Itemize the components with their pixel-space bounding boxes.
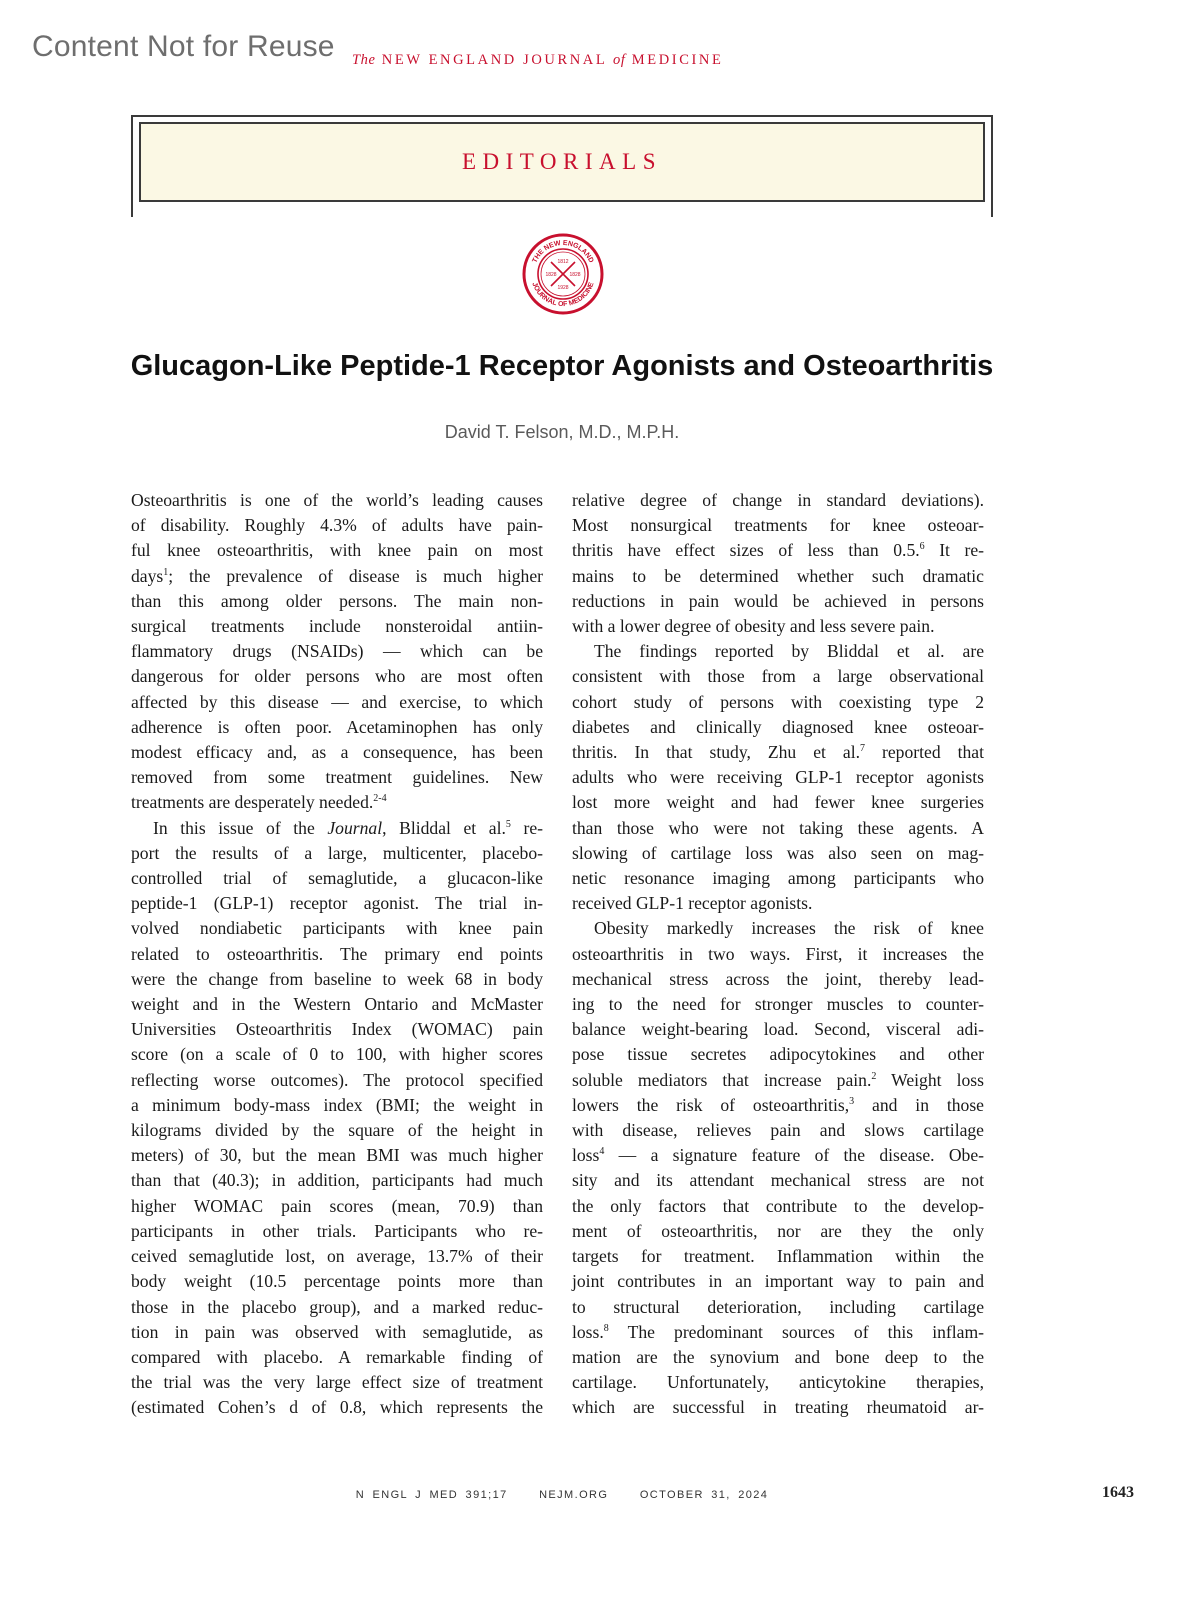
- journal-seal-icon: [522, 233, 604, 315]
- text-run: loss.: [572, 1321, 604, 1342]
- text-line: dangerous for older persons who are most often: [131, 666, 543, 687]
- text-run: treatments are desperately needed.: [131, 792, 374, 813]
- text-line: osteoarthritis in two ways. First, it increases the: [572, 943, 984, 964]
- text-line: tion in pain was observed with semaglutide, as: [131, 1321, 543, 1342]
- text-line: peptide-1 (GLP-1) receptor agonist. The trial in-: [131, 893, 543, 914]
- page-footer: [0, 1489, 1124, 1501]
- text-run: and in those: [854, 1094, 984, 1115]
- text-line: with disease, relieves pain and slows cartilage: [572, 1120, 984, 1141]
- text-line: mation are the synovium and bone deep to the: [572, 1346, 984, 1367]
- text-run: re-: [510, 817, 543, 838]
- reference-superscript: 4: [599, 1146, 605, 1158]
- text-line: [572, 1143, 984, 1168]
- text-line: modest efficacy and, as a consequence, has been: [131, 742, 543, 763]
- reference-superscript: 6: [919, 541, 925, 553]
- reference-superscript: 2: [871, 1070, 877, 1082]
- text-run: soluble mediators that increase pain.: [572, 1069, 872, 1090]
- text-line: adults who were receiving GLP-1 receptor agonists: [572, 767, 984, 788]
- text-line: those in the placebo group), and a marked reduc-: [131, 1296, 543, 1317]
- text-run: In this issue of the: [153, 817, 328, 838]
- text-line: Obesity markedly increases the risk of knee: [594, 918, 984, 939]
- text-line: removed from some treatment guidelines. New: [131, 767, 543, 788]
- watermark: Content Not for Reuse: [32, 30, 335, 63]
- footer-citation: N ENGL J MED 391;17: [355, 1489, 508, 1501]
- paragraph: [131, 816, 543, 1421]
- journal-header: [352, 52, 723, 69]
- paragraph: [572, 916, 984, 1420]
- seal-ring-top: THE NEW ENGLAND: [531, 239, 595, 265]
- text-line: kilograms divided by the square of the height in: [131, 1120, 543, 1141]
- text-line: flammatory drugs (NSAIDs) — which can be: [131, 641, 543, 662]
- reference-superscript: 3: [849, 1095, 855, 1107]
- text-line: received GLP-1 receptor agonists.: [572, 893, 813, 914]
- text-line: balance weight-bearing load. Second, visceral adi-: [572, 1019, 984, 1040]
- text-line: [572, 538, 984, 563]
- text-line: Universities Osteoarthritis Index (WOMAC) pain: [131, 1019, 543, 1040]
- paragraph: [131, 488, 543, 816]
- text-line: Most nonsurgical treatments for knee osteoar-: [572, 515, 984, 536]
- text-run: ; the prevalence of disease is much higher: [168, 565, 543, 586]
- text-run: loss: [572, 1145, 600, 1166]
- article-title: Glucagon-Like Peptide-1 Receptor Agonists and Osteoarthritis: [130, 350, 994, 382]
- text-line: relative degree of change in standard deviations).: [572, 490, 984, 510]
- reference-superscript: 1: [163, 566, 169, 578]
- text-run: reported that: [865, 742, 984, 763]
- text-line: surgical treatments include nonsteroidal antiin-: [131, 616, 543, 637]
- page-number: 1643: [1102, 1484, 1134, 1501]
- text-line: Osteoarthritis is one of the world’s leading causes: [131, 490, 543, 510]
- text-line: [131, 564, 543, 589]
- text-line: joint contributes in an important way to pain and: [572, 1271, 984, 1292]
- right-column: [572, 488, 984, 1421]
- text-line: cohort study of persons with coexisting type 2: [572, 691, 984, 712]
- text-line: [572, 740, 984, 765]
- text-line: weight and in the Western Ontario and McMaster: [131, 994, 543, 1015]
- text-run: , Bliddal et al.: [382, 817, 506, 838]
- journal-header-name: NEW ENGLAND JOURNAL: [381, 52, 607, 68]
- text-line: than those who were not taking these agents. A: [572, 817, 984, 838]
- text-line: [131, 790, 543, 815]
- text-line: which are successful in treating rheumatoid ar-: [572, 1397, 984, 1418]
- text-line: related to osteoarthritis. The primary end points: [131, 943, 543, 964]
- section-banner: [139, 122, 985, 202]
- text-line: body weight (10.5 percentage points more than: [131, 1271, 543, 1292]
- text-line: with a lower degree of obesity and less severe pain.: [572, 616, 935, 637]
- text-line: [572, 1320, 984, 1345]
- text-line: sity and its attendant mechanical stress are not: [572, 1170, 984, 1191]
- text-line: compared with placebo. A remarkable finding of: [131, 1346, 543, 1367]
- text-line: than that (40.3); in addition, participants had much: [131, 1170, 543, 1191]
- text-run: thritis have effect sizes of less than 0.5.: [572, 540, 920, 561]
- text-line: higher WOMAC pain scores (mean, 70.9) than: [131, 1195, 543, 1216]
- text-line: targets for treatment. Inflammation within the: [572, 1246, 984, 1267]
- reference-superscript: 7: [860, 743, 865, 755]
- text-line: controlled trial of semaglutide, a glucacon-like: [131, 868, 543, 889]
- text-run: Weight loss: [876, 1069, 984, 1090]
- section-label: EDITORIALS: [461, 149, 662, 174]
- paragraph: [572, 639, 984, 916]
- left-column: [131, 488, 543, 1421]
- text-line: [572, 1093, 984, 1118]
- text-line: a minimum body-mass index (BMI; the weight in: [131, 1094, 543, 1115]
- article-author: David T. Felson, M.D., M.P.H.: [444, 422, 680, 442]
- text-line: [572, 1068, 984, 1093]
- text-line: lost more weight and had fewer knee surgeries: [572, 792, 984, 813]
- text-line: were the change from baseline to week 68 in body: [131, 968, 543, 989]
- text-run: — a signature feature of the disease. Obe-: [604, 1145, 984, 1166]
- text-line: participants in other trials. Participants who re-: [131, 1220, 543, 1241]
- text-line: netic resonance imaging among participants who: [572, 868, 984, 889]
- text-line: diabetes and clinically diagnosed knee osteoar-: [572, 716, 984, 737]
- text-line: cartilage. Unfortunately, anticytokine therapies,: [572, 1372, 984, 1393]
- reference-superscript: 8: [603, 1322, 609, 1334]
- text-run: lowers the risk of osteoarthritis,: [572, 1094, 850, 1115]
- text-line: to structural deterioration, including cartilage: [572, 1296, 984, 1317]
- text-line: ment of osteoarthritis, nor are they the only: [572, 1220, 984, 1241]
- seal-year-left: 1828: [545, 272, 557, 278]
- text-line: volved nondiabetic participants with knee pain: [131, 918, 543, 939]
- footer-date: OCTOBER 31, 2024: [639, 1489, 769, 1501]
- text-line: [131, 816, 543, 841]
- text-line: affected by this disease — and exercise, to which: [131, 691, 543, 712]
- text-line: The findings reported by Bliddal et al. are: [594, 641, 984, 662]
- text-run: thritis. In that study, Zhu et al.: [572, 742, 860, 763]
- text-line: of disability. Roughly 4.3% of adults have pain-: [131, 515, 543, 536]
- text-line: ing to the need for stronger muscles to counter-: [572, 994, 984, 1015]
- text-line: ceived semaglutide lost, on average, 13.7% of their: [131, 1246, 543, 1267]
- text-line: (estimated Cohen’s d of 0.8, which represents the: [131, 1397, 543, 1418]
- text-run: days: [131, 565, 164, 586]
- text-line: mechanical stress across the joint, thereby lead-: [572, 968, 984, 989]
- seal-year-bottom: 1928: [557, 285, 569, 291]
- text-line: reductions in pain would be achieved in persons: [572, 590, 984, 611]
- footer-site-link[interactable]: NEJM.ORG: [539, 1489, 609, 1501]
- journal-header-medicine: MEDICINE: [631, 52, 724, 68]
- reference-superscript: 2-4: [373, 793, 387, 805]
- paragraph: [572, 488, 984, 639]
- seal-year-top: 1812: [557, 259, 569, 265]
- text-line: consistent with those from a large observational: [572, 666, 984, 687]
- text-run: The predominant sources of this inflam-: [608, 1321, 984, 1342]
- text-line: meters) of 30, but the mean BMI was much higher: [131, 1145, 543, 1166]
- text-line: reflecting worse outcomes). The protocol specified: [131, 1069, 543, 1090]
- journal-header-the: The: [352, 52, 376, 68]
- text-line: the trial was the very large effect size of treatment: [131, 1372, 543, 1393]
- text-line: port the results of a large, multicenter, placebo-: [131, 842, 543, 863]
- seal-year-right: 1828: [569, 272, 581, 278]
- text-line: ful knee osteoarthritis, with knee pain on most: [131, 540, 543, 561]
- text-run: It re-: [924, 540, 984, 561]
- text-line: adherence is often poor. Acetaminophen has only: [131, 716, 543, 737]
- text-line: slowing of cartilage loss was also seen on mag-: [572, 842, 984, 863]
- text-line: than this among older persons. The main non-: [131, 590, 543, 611]
- text-line: mains to be determined whether such dramatic: [572, 565, 984, 586]
- text-line: pose tissue secretes adipocytokines and other: [572, 1044, 984, 1065]
- seal-ring-bottom: JOURNAL OF MEDICINE: [530, 281, 596, 309]
- journal-header-of: of: [613, 52, 626, 68]
- text-line: the only factors that contribute to the develop-: [572, 1195, 984, 1216]
- reference-superscript: 5: [505, 818, 511, 830]
- journal-italic: Journal: [327, 817, 383, 838]
- text-line: score (on a scale of 0 to 100, with higher scores: [131, 1044, 543, 1065]
